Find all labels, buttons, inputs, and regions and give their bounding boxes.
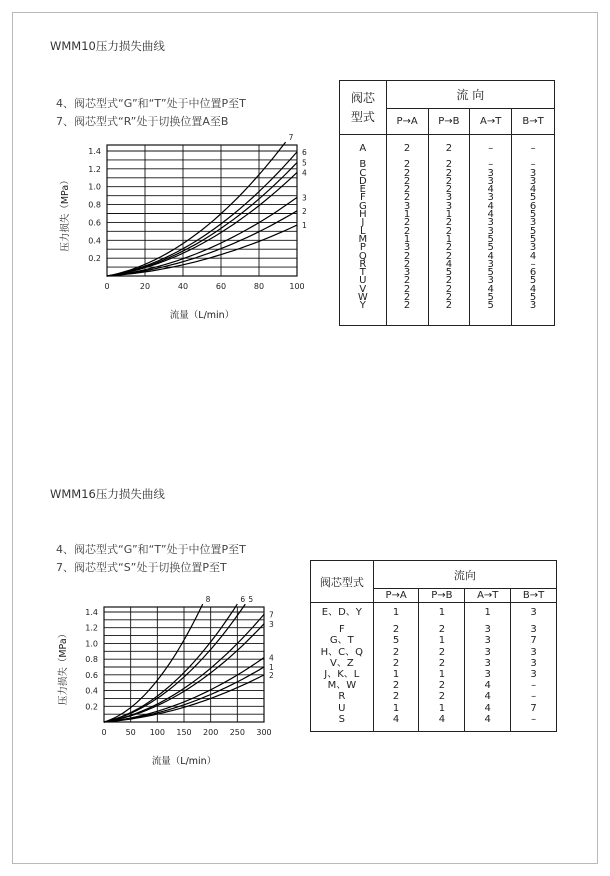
value-cell: 3 xyxy=(511,647,557,658)
value-cell: 2 xyxy=(386,294,428,302)
value-cell: 2 xyxy=(386,194,428,202)
value-cell: 3 xyxy=(470,219,512,227)
curve-5 xyxy=(107,163,297,276)
spool-type-header: 阀芯型式 xyxy=(311,561,374,603)
x-tick-label: 80 xyxy=(253,282,265,291)
y-tick-label: 1.0 xyxy=(85,639,98,649)
value-cell: 3 xyxy=(465,624,511,635)
value-cell: – xyxy=(512,161,555,169)
value-cell: 3 xyxy=(465,658,511,669)
spool-type-cell: Q xyxy=(340,253,387,261)
value-cell: 5 xyxy=(512,236,555,244)
value-cell: 2 xyxy=(386,219,428,227)
value-cell: 3 xyxy=(386,269,428,277)
x-tick-label: 100 xyxy=(149,728,165,737)
value-cell: 1 xyxy=(373,669,419,680)
value-cell: 2 xyxy=(373,624,419,635)
value-cell: 2 xyxy=(386,228,428,236)
value-cell: 1 xyxy=(373,603,419,625)
value-cell: 4 xyxy=(428,261,470,269)
section-title: WMM10压力损失曲线 xyxy=(50,39,165,53)
value-cell: 4 xyxy=(465,691,511,702)
value-cell: 3 xyxy=(428,203,470,211)
value-cell: 2 xyxy=(419,647,465,658)
value-cell: 4 xyxy=(373,714,419,732)
value-cell: 2 xyxy=(386,170,428,178)
curve-label: 1 xyxy=(269,663,274,672)
table-row xyxy=(311,635,557,646)
x-tick-label: 50 xyxy=(125,728,136,737)
column-header: P→A xyxy=(373,589,419,603)
value-cell: 2 xyxy=(428,135,470,162)
value-cell: 5 xyxy=(470,244,512,252)
value-cell: 1 xyxy=(419,703,465,714)
value-cell: 4 xyxy=(512,286,555,294)
value-cell: 4 xyxy=(512,253,555,261)
column-header: B→T xyxy=(512,109,555,135)
spool-type-cell: F xyxy=(311,624,374,635)
value-cell: 2 xyxy=(428,161,470,169)
spool-type-cell: S xyxy=(311,714,374,732)
y-tick-label: 0.4 xyxy=(85,686,98,696)
spool-type-cell: U xyxy=(311,703,374,714)
value-cell: 5 xyxy=(512,211,555,219)
curve-5 xyxy=(104,604,245,722)
value-cell: – xyxy=(512,261,555,269)
x-tick-label: 100 xyxy=(289,282,305,291)
y-tick-label: 0.4 xyxy=(88,236,101,246)
y-axis-label: 压力损失（MPa） xyxy=(60,175,71,252)
value-cell: 7 xyxy=(511,703,557,714)
table-row xyxy=(311,669,557,680)
value-cell: 5 xyxy=(470,269,512,277)
y-tick-label: 1.0 xyxy=(88,182,101,192)
x-tick-label: 60 xyxy=(215,282,227,291)
spool-type-cell: B xyxy=(340,161,387,169)
curve-label: 6 xyxy=(240,595,246,605)
value-cell: 2 xyxy=(419,691,465,702)
value-cell: 4 xyxy=(512,186,555,194)
spool-type-cell: M、W xyxy=(311,680,374,691)
value-cell: 2 xyxy=(419,680,465,691)
spool-type-cell: M xyxy=(340,236,387,244)
value-cell: – xyxy=(512,135,555,162)
curve-label: 2 xyxy=(302,206,307,216)
spool-type-cell: R xyxy=(311,691,374,702)
value-cell: 3 xyxy=(512,219,555,227)
value-cell: 2 xyxy=(373,647,419,658)
y-tick-label: 0.6 xyxy=(85,670,98,680)
table-row xyxy=(340,135,555,162)
value-cell: 5 xyxy=(470,294,512,302)
value-cell: 1 xyxy=(419,635,465,646)
value-cell: 3 xyxy=(511,669,557,680)
spool-type-cell: U xyxy=(340,277,387,285)
curve-label: 4 xyxy=(302,168,307,178)
value-cell: 3 xyxy=(470,261,512,269)
spool-type-cell: C xyxy=(340,170,387,178)
table-row xyxy=(311,680,557,691)
pressure-loss-chart-wmm10 xyxy=(40,135,320,330)
y-tick-label: 1.2 xyxy=(88,164,101,174)
y-tick-label: 0.8 xyxy=(88,200,101,210)
value-cell: 1 xyxy=(465,603,511,625)
y-tick-label: 0.8 xyxy=(85,655,98,665)
table-row xyxy=(311,658,557,669)
value-cell: 2 xyxy=(386,178,428,186)
value-cell: 1 xyxy=(373,703,419,714)
value-cell: 4 xyxy=(465,714,511,732)
value-cell: 3 xyxy=(512,302,555,325)
value-cell: 2 xyxy=(386,277,428,285)
curve-label: 5 xyxy=(248,595,254,605)
curve-label: 4 xyxy=(269,653,274,663)
spool-type-cell: L xyxy=(340,228,387,236)
value-cell: 2 xyxy=(386,261,428,269)
x-tick-label: 250 xyxy=(229,728,245,737)
column-header: P→A xyxy=(386,109,428,135)
y-tick-label: 0.2 xyxy=(88,254,101,264)
value-cell: 2 xyxy=(428,294,470,302)
value-cell: 2 xyxy=(419,658,465,669)
value-cell: 2 xyxy=(428,219,470,227)
value-cell: 4 xyxy=(470,211,512,219)
value-cell: 3 xyxy=(470,228,512,236)
table-row xyxy=(311,624,557,635)
value-cell: 2 xyxy=(428,277,470,285)
spool-type-cell: T xyxy=(340,269,387,277)
value-cell: 1 xyxy=(428,211,470,219)
value-cell: – xyxy=(511,680,557,691)
spool-note: 4、阀芯型式“G”和“T”处于中位置P至T xyxy=(56,97,246,110)
spool-type-cell: E、D、Y xyxy=(311,603,374,625)
value-cell: 2 xyxy=(373,680,419,691)
spool-type-cell: G xyxy=(340,203,387,211)
value-cell: 5 xyxy=(373,635,419,646)
spool-type-cell: V、Z xyxy=(311,658,374,669)
curve-label: 1 xyxy=(302,221,307,231)
flow-direction-header: 流 向 xyxy=(386,81,554,109)
spool-type-cell: R xyxy=(340,261,387,269)
spool-type-cell: J、K、L xyxy=(311,669,374,680)
value-cell: 1 xyxy=(428,236,470,244)
value-cell: 5 xyxy=(470,236,512,244)
value-cell: 5 xyxy=(512,294,555,302)
curve-label: 6 xyxy=(302,147,307,157)
value-cell: – xyxy=(511,691,557,702)
value-cell: 4 xyxy=(470,286,512,294)
value-cell: 2 xyxy=(386,253,428,261)
x-axis-label: 流量（L/min） xyxy=(169,310,235,321)
value-cell: 3 xyxy=(465,635,511,646)
spool-type-cell: W xyxy=(340,294,387,302)
value-cell: 5 xyxy=(428,269,470,277)
spool-note: 4、阀芯型式“G”和“T”处于中位置P至T xyxy=(56,543,246,556)
x-tick-label: 300 xyxy=(256,728,272,737)
column-header: P→B xyxy=(419,589,465,603)
y-tick-label: 1.4 xyxy=(88,147,101,156)
x-tick-label: 40 xyxy=(177,282,189,291)
value-cell: 5 xyxy=(470,302,512,325)
curve-label: 7 xyxy=(269,610,274,620)
section-title: WMM16压力损失曲线 xyxy=(50,487,165,501)
x-tick-label: 0 xyxy=(101,728,107,737)
value-cell: 5 xyxy=(512,277,555,285)
value-cell: 2 xyxy=(428,178,470,186)
flow-direction-table-wmm10 xyxy=(339,80,555,326)
value-cell: 2 xyxy=(428,186,470,194)
value-cell: 1 xyxy=(419,603,465,625)
value-cell: – xyxy=(511,714,557,732)
table-row xyxy=(311,714,557,732)
column-header: P→B xyxy=(428,109,470,135)
spool-note: 7、阀芯型式“R”处于切换位置A至B xyxy=(56,115,229,128)
spool-type-header: 阀芯 型式 xyxy=(340,81,387,135)
value-cell: 3 xyxy=(470,277,512,285)
value-cell: 3 xyxy=(386,203,428,211)
value-cell: 1 xyxy=(386,236,428,244)
value-cell: 3 xyxy=(470,170,512,178)
value-cell: 2 xyxy=(386,161,428,169)
y-tick-label: 1.4 xyxy=(85,608,98,617)
value-cell: 4 xyxy=(419,714,465,732)
value-cell: 4 xyxy=(470,253,512,261)
value-cell: 2 xyxy=(428,228,470,236)
spool-type-cell: J xyxy=(340,219,387,227)
value-cell: 2 xyxy=(386,302,428,325)
value-cell: 6 xyxy=(512,203,555,211)
pressure-loss-chart-wmm16 xyxy=(40,595,320,780)
spool-type-cell: D xyxy=(340,178,387,186)
table-row xyxy=(311,647,557,658)
value-cell: 3 xyxy=(511,624,557,635)
spool-type-cell: H xyxy=(340,211,387,219)
plot-frame xyxy=(107,145,297,276)
spool-type-cell: G、T xyxy=(311,635,374,646)
value-cell: 3 xyxy=(465,647,511,658)
value-cell: 3 xyxy=(512,178,555,186)
value-cell: 3 xyxy=(512,170,555,178)
value-cell: 3 xyxy=(511,658,557,669)
x-tick-label: 0 xyxy=(104,282,110,291)
y-tick-label: 0.6 xyxy=(88,218,101,228)
spool-type-cell: F xyxy=(340,194,387,202)
spool-type-cell: A xyxy=(340,135,387,162)
curve-8 xyxy=(104,604,203,722)
value-cell: 1 xyxy=(386,211,428,219)
value-cell: 1 xyxy=(419,669,465,680)
value-cell: 2 xyxy=(428,253,470,261)
value-cell: 2 xyxy=(373,658,419,669)
spool-type-cell: E xyxy=(340,186,387,194)
value-cell: – xyxy=(470,135,512,162)
value-cell: 2 xyxy=(428,286,470,294)
curve-label: 7 xyxy=(288,133,294,143)
flow-direction-header: 流向 xyxy=(373,561,556,589)
column-header: A→T xyxy=(470,109,512,135)
value-cell: 4 xyxy=(465,703,511,714)
x-tick-label: 150 xyxy=(176,728,192,737)
value-cell: 2 xyxy=(419,624,465,635)
value-cell: 3 xyxy=(512,244,555,252)
value-cell: 2 xyxy=(428,244,470,252)
table-row xyxy=(340,302,555,325)
table-row xyxy=(311,603,557,625)
spool-type-cell: P xyxy=(340,244,387,252)
curve-label: 5 xyxy=(302,158,307,168)
column-header: A→T xyxy=(465,589,511,603)
flow-direction-table-wmm16 xyxy=(310,560,557,732)
spool-type-cell: V xyxy=(340,286,387,294)
table-row xyxy=(311,703,557,714)
curve-label: 8 xyxy=(205,595,211,605)
value-cell: – xyxy=(470,161,512,169)
x-tick-label: 200 xyxy=(203,728,219,737)
value-cell: 3 xyxy=(470,194,512,202)
curve-label: 2 xyxy=(269,670,274,680)
value-cell: 2 xyxy=(428,170,470,178)
value-cell: 6 xyxy=(512,269,555,277)
value-cell: 4 xyxy=(465,680,511,691)
value-cell: 5 xyxy=(512,194,555,202)
value-cell: 3 xyxy=(511,603,557,625)
value-cell: 2 xyxy=(386,286,428,294)
x-tick-label: 20 xyxy=(139,282,151,291)
curve-label: 3 xyxy=(269,619,274,629)
table-row xyxy=(311,691,557,702)
column-header: B→T xyxy=(511,589,557,603)
curve-label: 3 xyxy=(302,193,307,203)
value-cell: 4 xyxy=(470,203,512,211)
y-tick-label: 0.2 xyxy=(85,702,98,712)
value-cell: 4 xyxy=(470,186,512,194)
value-cell: 3 xyxy=(428,194,470,202)
value-cell: 7 xyxy=(511,635,557,646)
spool-type-cell: Y xyxy=(340,302,387,325)
value-cell: 2 xyxy=(428,302,470,325)
value-cell: 3 xyxy=(465,669,511,680)
value-cell: 5 xyxy=(512,228,555,236)
spool-type-cell: H、C、Q xyxy=(311,647,374,658)
y-axis-label: 压力损失（MPa） xyxy=(58,628,69,706)
x-axis-label: 流量（L/min） xyxy=(151,756,217,767)
spool-note: 7、阀芯型式“S”处于切换位置P至T xyxy=(56,561,227,574)
value-cell: 3 xyxy=(386,244,428,252)
value-cell: 3 xyxy=(470,178,512,186)
value-cell: 2 xyxy=(373,691,419,702)
value-cell: 2 xyxy=(386,135,428,162)
y-tick-label: 1.2 xyxy=(85,623,98,633)
value-cell: 2 xyxy=(386,186,428,194)
